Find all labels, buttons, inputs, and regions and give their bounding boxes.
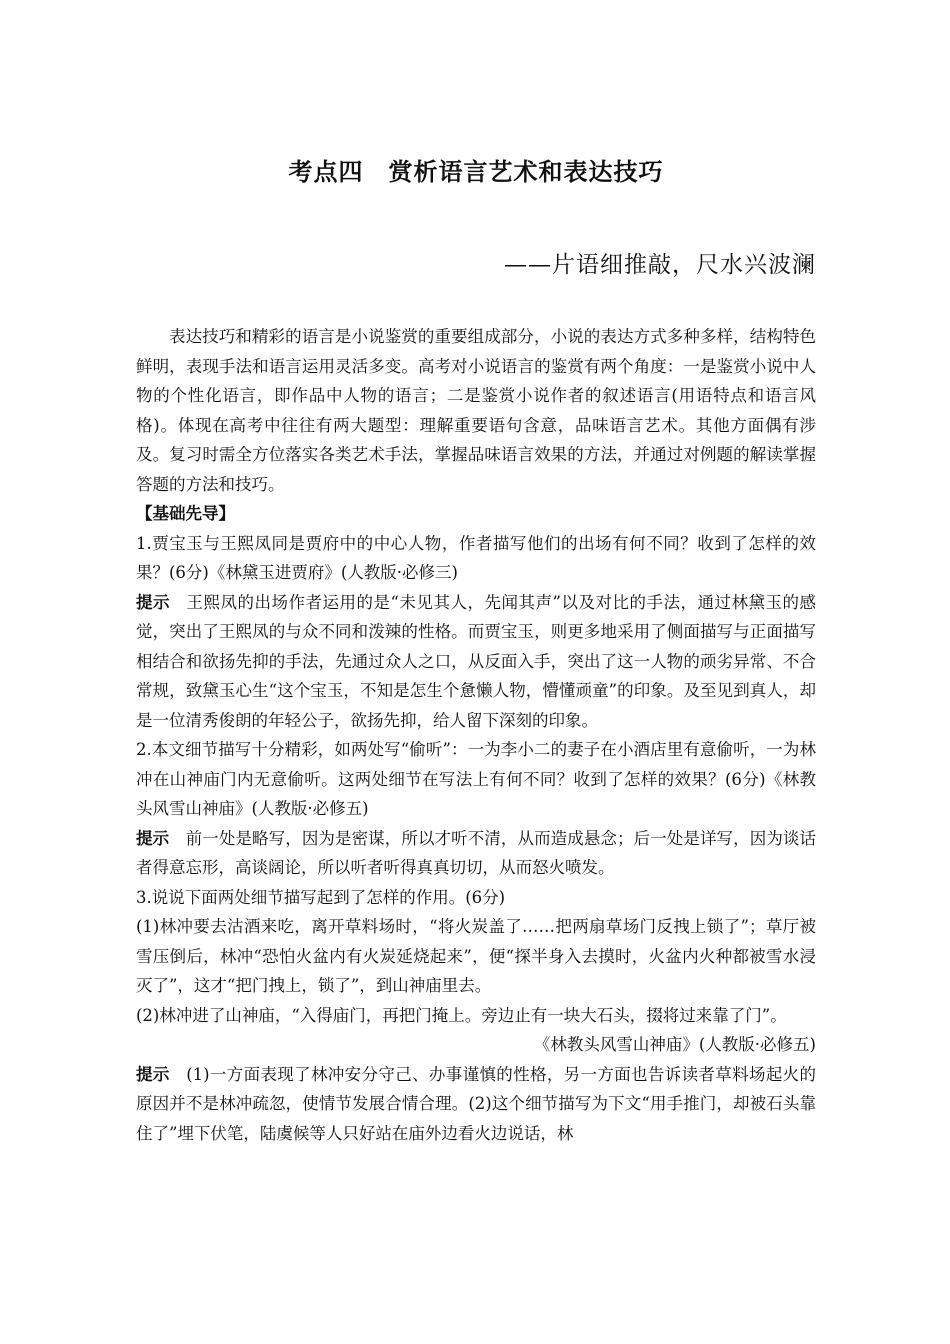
hint-1	[136, 588, 816, 736]
page-title: 考点四 赏析语言艺术和表达技巧	[288, 157, 664, 186]
hint-3	[136, 1060, 816, 1149]
question-3-item-1: (1)林冲要去沽酒来吃，离开草料场时，“将火炭盖了……把两扇草场门反拽上锁了”；草厅被雪压倒后，林冲“恐怕火盆内有火炭延烧起来”，便“探半身入去摸时，火盆内火种都被雪水浸灭了”，这才“把门拽上，锁了”，到山神庙里去。	[136, 917, 816, 995]
page-subtitle: ——片语细推敲，尺水兴波澜	[504, 252, 816, 278]
question-3: 3.说说下面两处细节描写起到了怎样的作用。(6分)	[136, 887, 506, 907]
question-3-source: 《林教头风雪山神庙》(人教版·必修五)	[533, 1035, 816, 1054]
section-heading: 【基础先导】	[136, 504, 235, 523]
hint-3-text: (1)一方面表现了林冲安分守己、办事谨慎的性格，另一方面也告诉读者草料场起火的原因并不是林冲疏忽，使情节发展合情合理。(2)这个细节描写为下文“用手推门，却被石头靠住了”埋下伏笔，陆虞候等人只好站在庙外边看火边说话，林	[136, 1064, 817, 1143]
hint-2-text: 前一处是略写，因为是密谋，所以才听不清，从而造成悬念；后一处是详写，因为谈话者得意忘形，高谈阔论，所以听者听得真真切切，从而怒火喷发。	[136, 828, 817, 877]
hint-2	[136, 824, 816, 883]
question-3-item-2: (2)林冲进了山神庙，“入得庙门，再把门掩上。旁边止有一块大石头，掇将过来靠了门”。	[136, 1005, 787, 1025]
hint-1-text: 王熙凤的出场作者运用的是“未见其人，先闻其声”以及对比的手法，通过林黛玉的感觉，突出了王熙凤的与众不同和泼辣的性格。而贾宝玉，则更多地采用了侧面描写与正面描写相结合和欲扬先抑的手法，先通过众人之口，从反面入手，突出了这一人物的顽劣异常、不合常规，致黛玉心生“这个宝玉，不知是怎生个惫懒人物，懵懂顽童”的印象。及至见到真人，却是一位清秀俊朗的年轻公子，欲扬先抑，给人留下深刻的印象。	[136, 592, 817, 730]
hint-label: 提示	[136, 592, 171, 612]
intro-paragraph: 表达技巧和精彩的语言是小说鉴赏的重要组成部分，小说的表达方式多种多样，结构特色鲜明，表现手法和语言运用灵活多变。高考对小说语言的鉴赏有两个角度：一是鉴赏小说中人物的个性化语言，即作品中人物的语言；二是鉴赏小说作者的叙述语言(用语特点和语言风格)。体现在高考中往往有两大题型：理解重要语句含意，品味语言艺术。其他方面偶有涉及。复习时需全方位落实各类艺术手法，掌握品味语言效果的方法，并通过对例题的解读掌握答题的方法和技巧。	[136, 327, 816, 494]
hint-label: 提示	[136, 828, 170, 848]
question-1: 1.贾宝玉与王熙凤同是贾府中的中心人物，作者描写他们的出场有何不同？收到了怎样的效果？(6分)《林黛玉进贾府》(人教版·必修三)	[136, 533, 816, 582]
hint-label: 提示	[136, 1064, 170, 1084]
question-2: 2.本文细节描写十分精彩，如两处写“偷听”：一为李小二的妻子在小酒店里有意偷听，一为林冲在山神庙门内无意偷听。这两处细节在写法上有何不同？收到了怎样的效果？(6分)《林教头风雪山神庙》(人教版·必修五)	[136, 740, 816, 818]
document-body	[136, 322, 816, 1148]
